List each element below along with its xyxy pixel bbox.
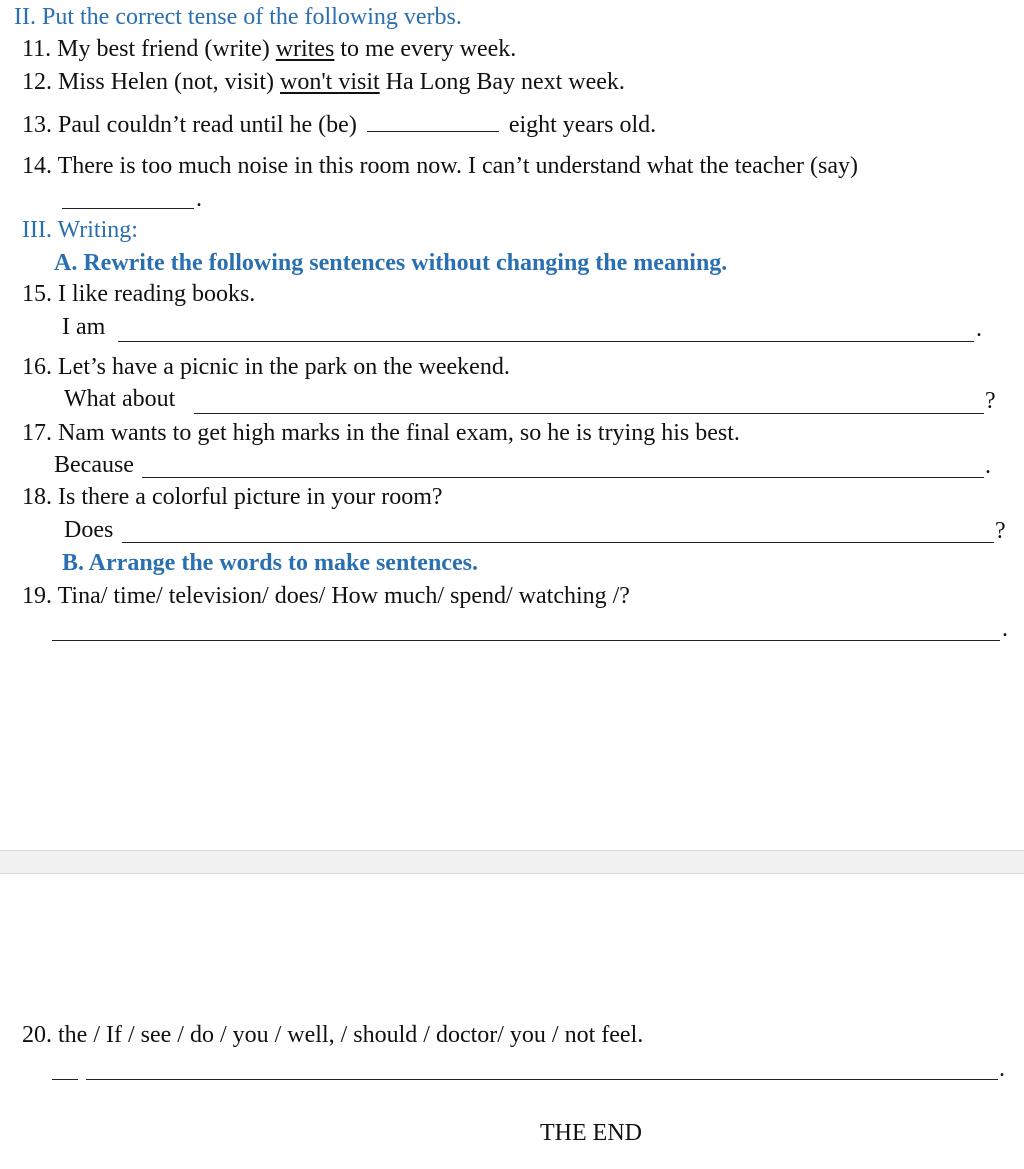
question-19 [22,581,630,611]
end-punctuation: ? [995,518,1006,544]
end-punctuation: ? [985,388,996,414]
question-13 [22,110,656,140]
question-16 [22,352,510,382]
question-text: My best friend (write) [57,36,270,62]
answer-prompt: Does [64,517,114,543]
answer-prompt: What about [64,386,176,412]
question-number: 18. [22,484,52,510]
question-text: Is there a colorful picture in your room? [58,484,443,510]
end-punctuation: . [976,316,982,342]
part-b-heading: B. Arrange the words to make sentences. [62,550,478,576]
section-2-heading: II. Put the correct tense of the following verbs. [14,4,462,30]
question-text: Nam wants to get high marks in the final exam, so he is trying his best. [58,420,740,446]
page-break-separator [0,850,1024,874]
question-text: There is too much noise in this room now. I can’t understand what the teacher (say) [57,153,859,179]
answer-prompt: Because [54,452,134,478]
end-punctuation: . [985,453,991,479]
question-text: Paul couldn’t read until he (be) [58,112,357,138]
answer-text: won't visit [280,69,380,95]
question-number: 17. [22,420,52,446]
question-text: Miss Helen (not, visit) [58,69,274,95]
question-number: 15. [22,281,52,307]
question-20 [22,1020,643,1050]
question-11 [22,34,516,64]
end-punctuation: . [999,1056,1005,1082]
question-15 [22,279,255,309]
answer-blank[interactable] [62,208,194,209]
the-end-label: THE END [540,1120,642,1146]
question-number: 20. [22,1022,52,1048]
question-text: to me every week. [340,36,517,62]
question-number: 11. [22,36,52,62]
end-punctuation: . [196,186,202,212]
answer-prompt: I am [62,314,106,340]
question-14 [22,151,858,181]
section-3-heading: III. Writing: [22,217,138,243]
question-text: I like reading books. [58,281,256,307]
question-text: Tina/ time/ television/ does/ How much/ spend/ watching /? [57,583,630,609]
answer-line[interactable] [142,477,984,478]
question-number: 13. [22,112,52,138]
answer-line[interactable] [118,341,974,342]
answer-blank[interactable] [367,111,499,132]
answer-line[interactable] [194,413,984,414]
part-a-heading: A. Rewrite the following sentences without changing the meaning. [54,250,728,276]
question-text: Let’s have a picnic in the park on the weekend. [58,354,510,380]
question-17 [22,418,740,448]
question-18 [22,482,443,512]
question-number: 12. [22,69,52,95]
answer-line[interactable] [52,640,1000,641]
question-number: 14. [22,153,52,179]
question-number: 16. [22,354,52,380]
question-text: Ha Long Bay next week. [385,69,625,95]
question-number: 19. [22,583,52,609]
question-text: eight years old. [508,112,657,138]
answer-line[interactable] [86,1079,998,1080]
question-text: the / If / see / do / you / well, / should / doctor/ you / not feel. [58,1022,644,1048]
answer-text: writes [275,36,335,62]
end-punctuation: . [1002,616,1008,642]
answer-line[interactable] [122,542,994,543]
answer-line-short[interactable] [52,1079,78,1080]
question-12 [22,67,625,97]
